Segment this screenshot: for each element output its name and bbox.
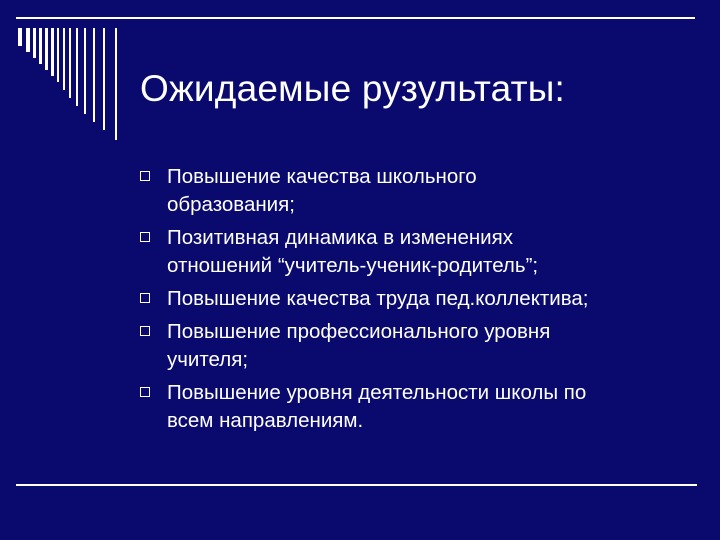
bullet-list: [140, 163, 680, 440]
bullet-line-1: Повышение профессионального уровня: [167, 320, 551, 343]
bullet-item: [140, 224, 680, 280]
decor-bar: [93, 28, 95, 122]
decor-bar: [18, 28, 22, 46]
bullet-line-2: отношений “учитель-ученик-родитель”;: [167, 254, 539, 277]
decor-bar: [57, 28, 59, 82]
decor-bar: [115, 28, 117, 140]
bullet-item: [140, 379, 680, 435]
slide-title: Ожидаемые рузультаты:: [140, 68, 566, 109]
hollow-square-bullet-icon: [140, 387, 150, 397]
hollow-square-bullet-icon: [140, 171, 150, 181]
bullet-item: [140, 285, 680, 313]
bottom-rule: [16, 484, 697, 486]
decor-bar: [76, 28, 78, 106]
decor-bar: [103, 28, 105, 130]
bullet-item: [140, 318, 680, 374]
decor-bar: [63, 28, 65, 90]
bullet-item: [140, 163, 680, 219]
hollow-square-bullet-icon: [140, 326, 150, 336]
bullet-line-2: учителя;: [167, 348, 249, 371]
decor-bar: [69, 28, 71, 98]
bullet-line-1: Позитивная динамика в изменениях: [167, 226, 513, 249]
bullet-line-1: Повышение качества труда пед.коллектива;: [167, 287, 589, 310]
top-rule: [16, 17, 695, 19]
decor-bar: [33, 28, 36, 58]
hollow-square-bullet-icon: [140, 232, 150, 242]
decor-bar: [84, 28, 86, 114]
bullet-line-1: Повышение уровня деятельности школы по: [167, 381, 587, 404]
decor-bar: [51, 28, 54, 76]
decor-bar: [26, 28, 30, 52]
bullet-line-2: образования;: [167, 193, 295, 216]
bullet-line-1: Повышение качества школьного: [167, 165, 477, 188]
vertical-bars-decoration: [18, 28, 138, 148]
bullet-line-2: всем направлениям.: [167, 409, 364, 432]
decor-bar: [45, 28, 48, 70]
hollow-square-bullet-icon: [140, 293, 150, 303]
decor-bar: [39, 28, 42, 64]
